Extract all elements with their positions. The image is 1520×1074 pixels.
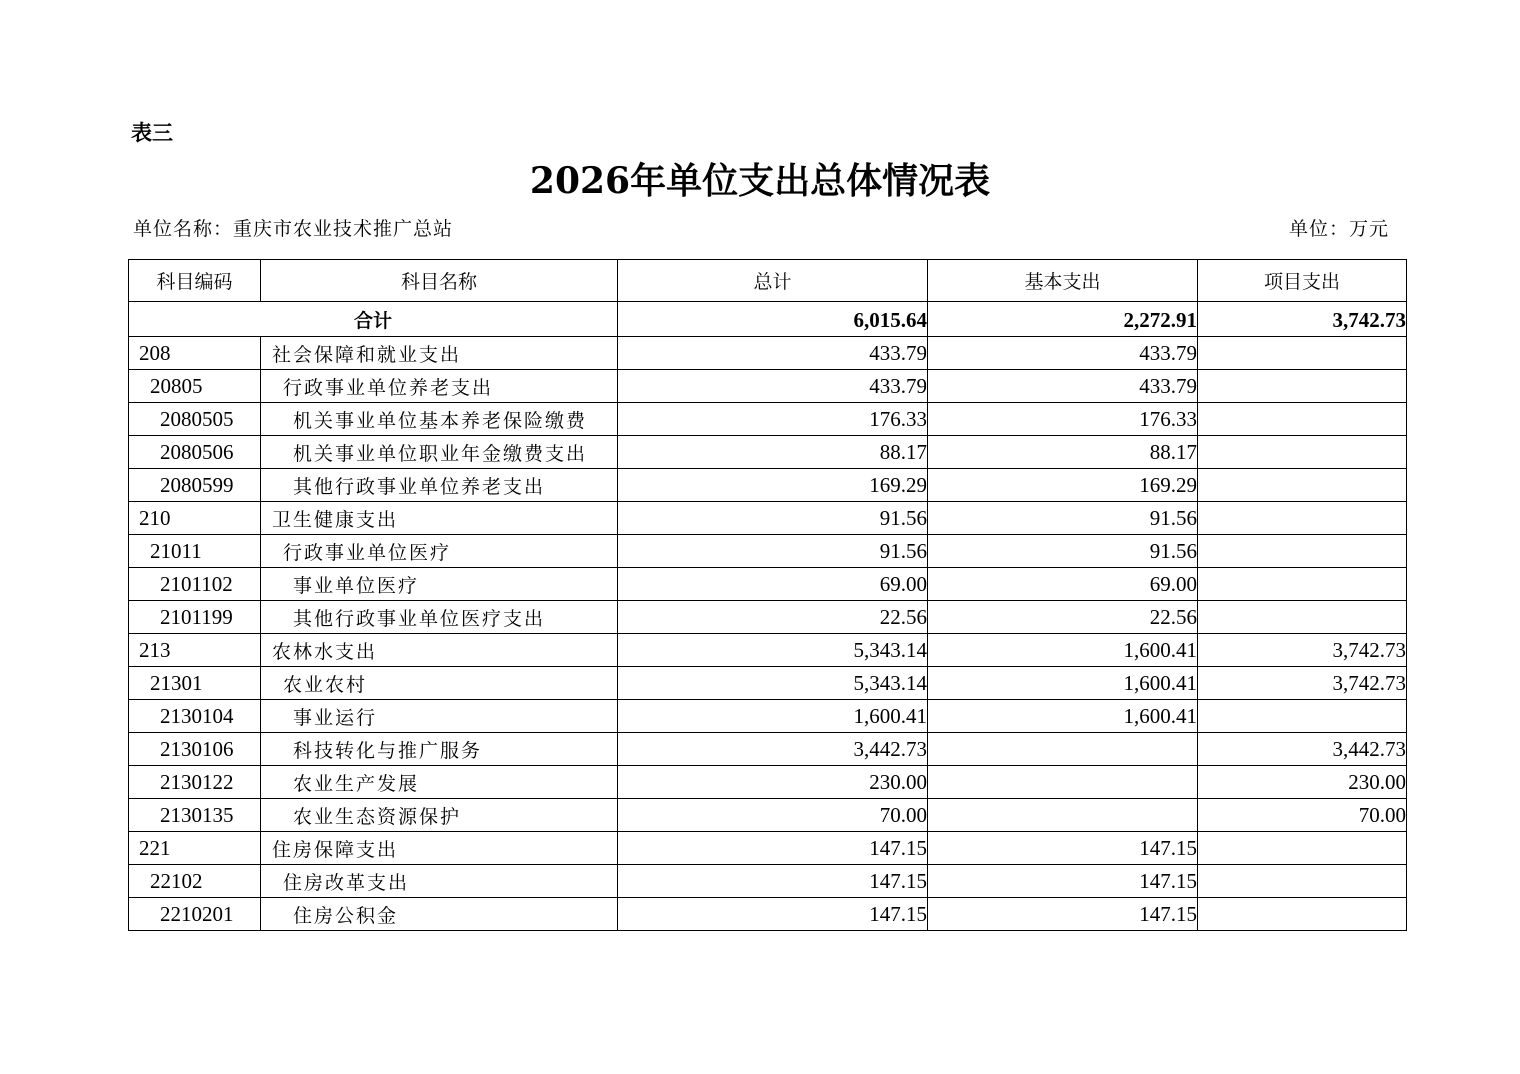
- row-total: 169.29: [618, 469, 928, 502]
- table-row: [129, 370, 1407, 403]
- row-basic: 176.33: [928, 403, 1198, 436]
- expenditure-table: [128, 259, 1407, 931]
- row-total: 147.15: [618, 898, 928, 931]
- row-project: [1198, 700, 1407, 733]
- row-project: 3,742.73: [1198, 667, 1407, 700]
- row-name: 农林水支出: [261, 634, 618, 667]
- table-row: [129, 865, 1407, 898]
- row-name: 其他行政事业单位养老支出: [261, 469, 618, 502]
- row-basic: 88.17: [928, 436, 1198, 469]
- row-name: 机关事业单位基本养老保险缴费: [261, 403, 618, 436]
- table-row: [129, 535, 1407, 568]
- row-code: 2130104: [129, 700, 261, 733]
- header-total: 总计: [618, 260, 928, 302]
- row-project: [1198, 469, 1407, 502]
- row-name: 机关事业单位职业年金缴费支出: [261, 436, 618, 469]
- row-project: 3,742.73: [1198, 634, 1407, 667]
- row-project: [1198, 865, 1407, 898]
- row-basic: 147.15: [928, 898, 1198, 931]
- row-basic: 1,600.41: [928, 667, 1198, 700]
- row-name: 农业生产发展: [261, 766, 618, 799]
- row-project: 70.00: [1198, 799, 1407, 832]
- row-code: 2101199: [129, 601, 261, 634]
- header-code: 科目编码: [129, 260, 261, 302]
- row-basic: 147.15: [928, 865, 1198, 898]
- row-total: 5,343.14: [618, 634, 928, 667]
- total-row: [129, 302, 1407, 337]
- row-name: 农业生态资源保护: [261, 799, 618, 832]
- table-row: [129, 403, 1407, 436]
- row-project: [1198, 568, 1407, 601]
- total-sum-basic: 2,272.91: [928, 302, 1198, 337]
- row-name: 事业单位医疗: [261, 568, 618, 601]
- total-label: 合计: [129, 302, 618, 337]
- row-code: 20805: [129, 370, 261, 403]
- row-project: [1198, 370, 1407, 403]
- row-code: 21011: [129, 535, 261, 568]
- row-basic: 22.56: [928, 601, 1198, 634]
- row-basic: 91.56: [928, 535, 1198, 568]
- table-row: [129, 436, 1407, 469]
- row-project: [1198, 337, 1407, 370]
- row-basic: [928, 799, 1198, 832]
- total-sum-project: 3,742.73: [1198, 302, 1407, 337]
- table-row: [129, 469, 1407, 502]
- table-row: [129, 337, 1407, 370]
- row-project: [1198, 898, 1407, 931]
- table-row: [129, 799, 1407, 832]
- row-project: [1198, 535, 1407, 568]
- row-project: [1198, 502, 1407, 535]
- table-label: 表三: [131, 121, 173, 145]
- row-code: 210: [129, 502, 261, 535]
- row-project: 3,442.73: [1198, 733, 1407, 766]
- table-row: [129, 700, 1407, 733]
- row-total: 230.00: [618, 766, 928, 799]
- row-name: 科技转化与推广服务: [261, 733, 618, 766]
- row-code: 2130135: [129, 799, 261, 832]
- row-project: [1198, 436, 1407, 469]
- row-code: 2101102: [129, 568, 261, 601]
- row-code: 213: [129, 634, 261, 667]
- row-basic: 433.79: [928, 370, 1198, 403]
- row-name: 住房保障支出: [261, 832, 618, 865]
- row-code: 2130106: [129, 733, 261, 766]
- row-name: 行政事业单位医疗: [261, 535, 618, 568]
- row-total: 69.00: [618, 568, 928, 601]
- row-total: 88.17: [618, 436, 928, 469]
- row-basic: 433.79: [928, 337, 1198, 370]
- row-name: 卫生健康支出: [261, 502, 618, 535]
- row-name: 社会保障和就业支出: [261, 337, 618, 370]
- table-body: [129, 302, 1407, 931]
- row-total: 91.56: [618, 502, 928, 535]
- row-code: 2080599: [129, 469, 261, 502]
- table-header-row: [129, 260, 1407, 302]
- row-project: [1198, 601, 1407, 634]
- row-name: 住房改革支出: [261, 865, 618, 898]
- row-total: 70.00: [618, 799, 928, 832]
- header-project: 项目支出: [1198, 260, 1407, 302]
- row-code: 21301: [129, 667, 261, 700]
- header-basic: 基本支出: [928, 260, 1198, 302]
- table-row: [129, 766, 1407, 799]
- row-code: 22102: [129, 865, 261, 898]
- row-total: 3,442.73: [618, 733, 928, 766]
- row-total: 1,600.41: [618, 700, 928, 733]
- row-basic: [928, 733, 1198, 766]
- row-project: [1198, 403, 1407, 436]
- row-name: 事业运行: [261, 700, 618, 733]
- row-project: [1198, 832, 1407, 865]
- table-row: [129, 832, 1407, 865]
- row-code: 2210201: [129, 898, 261, 931]
- row-total: 22.56: [618, 601, 928, 634]
- row-total: 147.15: [618, 865, 928, 898]
- row-name: 其他行政事业单位医疗支出: [261, 601, 618, 634]
- total-sum-total: 6,015.64: [618, 302, 928, 337]
- currency-unit: 单位：万元: [1288, 218, 1389, 240]
- row-total: 433.79: [618, 370, 928, 403]
- row-basic: 169.29: [928, 469, 1198, 502]
- row-total: 91.56: [618, 535, 928, 568]
- table-row: [129, 634, 1407, 667]
- unit-name: 单位名称：重庆市农业技术推广总站: [133, 218, 454, 240]
- row-code: 2080505: [129, 403, 261, 436]
- row-basic: 1,600.41: [928, 634, 1198, 667]
- table-row: [129, 568, 1407, 601]
- table-row: [129, 667, 1407, 700]
- row-name: 住房公积金: [261, 898, 618, 931]
- row-name: 农业农村: [261, 667, 618, 700]
- row-code: 208: [129, 337, 261, 370]
- row-basic: [928, 766, 1198, 799]
- header-name: 科目名称: [261, 260, 618, 302]
- row-total: 433.79: [618, 337, 928, 370]
- row-total: 147.15: [618, 832, 928, 865]
- row-project: 230.00: [1198, 766, 1407, 799]
- table-row: [129, 502, 1407, 535]
- row-code: 221: [129, 832, 261, 865]
- page-title: 2026年单位支出总体情况表: [529, 160, 991, 202]
- table-row: [129, 601, 1407, 634]
- row-basic: 1,600.41: [928, 700, 1198, 733]
- row-basic: 147.15: [928, 832, 1198, 865]
- row-code: 2080506: [129, 436, 261, 469]
- row-total: 5,343.14: [618, 667, 928, 700]
- table-row: [129, 733, 1407, 766]
- row-basic: 91.56: [928, 502, 1198, 535]
- row-code: 2130122: [129, 766, 261, 799]
- table-row: [129, 898, 1407, 931]
- row-basic: 69.00: [928, 568, 1198, 601]
- row-name: 行政事业单位养老支出: [261, 370, 618, 403]
- row-total: 176.33: [618, 403, 928, 436]
